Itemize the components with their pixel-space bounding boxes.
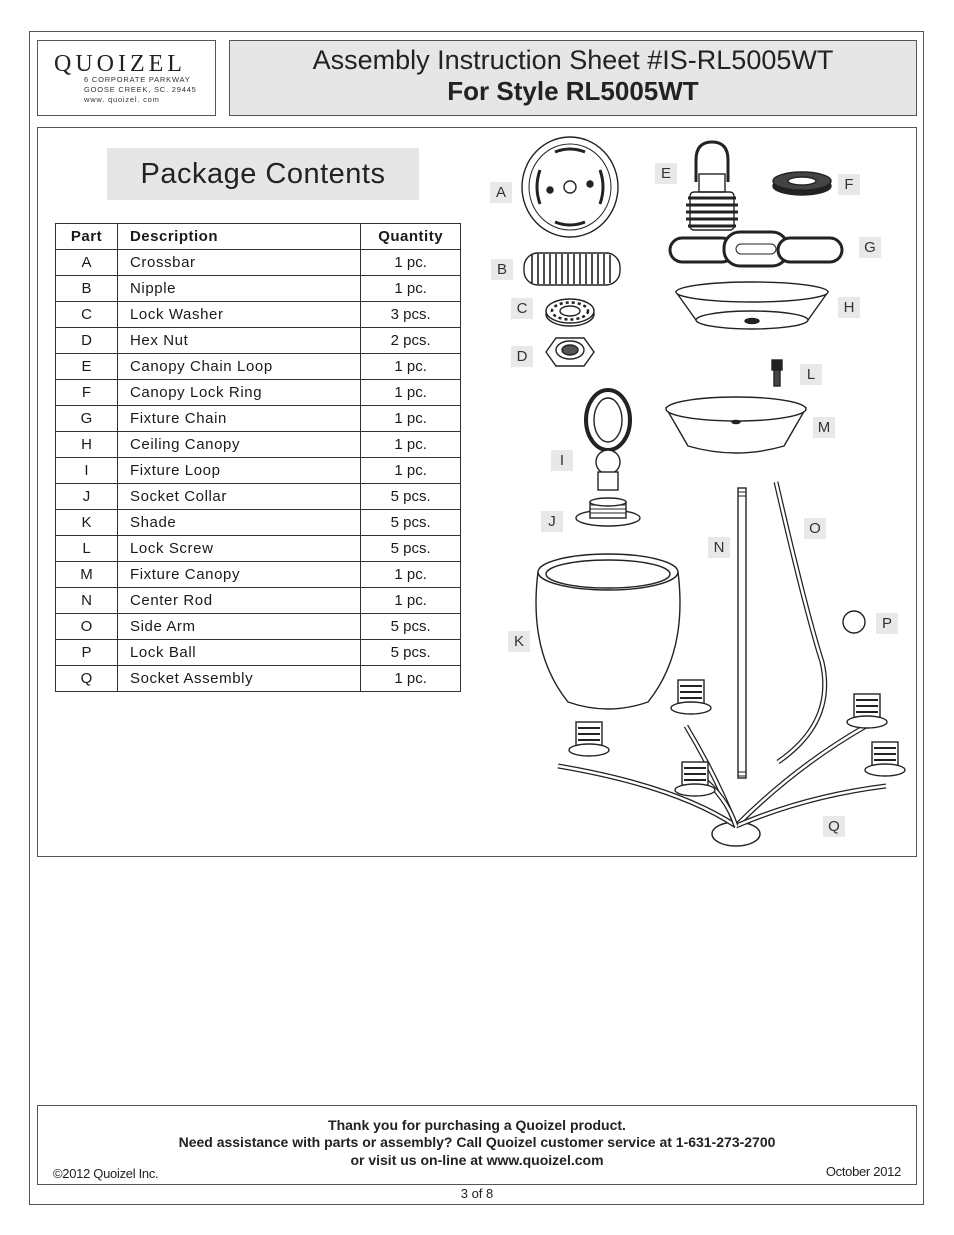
table-row — [56, 588, 461, 614]
col-header-part: Part — [56, 224, 118, 250]
part-quantity-cell: 3 pcs. — [361, 302, 461, 328]
part-letter-cell: K — [56, 510, 118, 536]
illustration-label-p: P — [876, 613, 898, 634]
socket-collar-drawing — [576, 498, 640, 526]
part-letter-cell: G — [56, 406, 118, 432]
table-row — [56, 666, 461, 692]
illustration-label-h: H — [838, 297, 860, 318]
footer-assistance: Need assistance with parts or assembly? Call Quoizel customer service at 1-631-273-2700 — [178, 1134, 776, 1150]
part-letter-cell: J — [56, 484, 118, 510]
part-letter-cell: B — [56, 276, 118, 302]
part-description-cell: Lock Washer — [117, 302, 360, 328]
center-rod-drawing — [738, 488, 746, 778]
part-description-cell: Lock Screw — [117, 536, 360, 562]
table-row — [56, 562, 461, 588]
page-number: 3 of 8 — [460, 1186, 494, 1201]
part-letter-cell: H — [56, 432, 118, 458]
parts-table — [55, 223, 461, 692]
table-row — [56, 484, 461, 510]
table-row — [56, 640, 461, 666]
lock-washer-drawing — [546, 299, 594, 326]
table-row — [56, 328, 461, 354]
col-header-description: Description — [117, 224, 360, 250]
footer-website: or visit us on-line at www.quoizel.com — [350, 1152, 604, 1168]
table-row — [56, 536, 461, 562]
part-letter-cell: O — [56, 614, 118, 640]
parts-illustration — [470, 134, 910, 852]
crossbar-drawing — [522, 137, 618, 237]
logo-website: www. quoizel. com — [84, 95, 160, 104]
part-description-cell: Lock Ball — [117, 640, 360, 666]
part-quantity-cell: 5 pcs. — [361, 640, 461, 666]
table-row — [56, 614, 461, 640]
part-description-cell: Fixture Canopy — [117, 562, 360, 588]
part-quantity-cell: 1 pc. — [361, 406, 461, 432]
part-description-cell: Nipple — [117, 276, 360, 302]
table-row — [56, 432, 461, 458]
table-row — [56, 302, 461, 328]
canopy-chain-loop-drawing — [686, 142, 738, 230]
illustration-label-o: O — [804, 518, 826, 539]
part-letter-cell: C — [56, 302, 118, 328]
copyright: ©2012 Quoizel Inc. — [53, 1166, 159, 1181]
illustration-label-e: E — [655, 163, 677, 184]
table-row — [56, 458, 461, 484]
part-quantity-cell: 1 pc. — [361, 380, 461, 406]
illustration-label-n: N — [708, 537, 730, 558]
table-row — [56, 510, 461, 536]
logo-address-line-2: GOOSE CREEK, SC. 29445 — [84, 85, 197, 94]
lock-ball-drawing — [843, 611, 865, 633]
table-header-row — [56, 224, 461, 250]
logo-address-line-1: 6 CORPORATE PARKWAY — [84, 75, 191, 84]
part-letter-cell: M — [56, 562, 118, 588]
fixture-loop-drawing — [586, 390, 630, 490]
part-quantity-cell: 1 pc. — [361, 588, 461, 614]
part-description-cell: Side Arm — [117, 614, 360, 640]
illustration-label-m: M — [813, 417, 835, 438]
fixture-canopy-drawing — [666, 397, 806, 453]
part-quantity-cell: 1 pc. — [361, 276, 461, 302]
illustration-label-c: C — [511, 298, 533, 319]
section-heading: Package Contents — [107, 148, 419, 200]
part-letter-cell: L — [56, 536, 118, 562]
part-description-cell: Canopy Chain Loop — [117, 354, 360, 380]
part-quantity-cell: 5 pcs. — [361, 510, 461, 536]
part-quantity-cell: 1 pc. — [361, 666, 461, 692]
company-logo: QUOIZEL — [54, 51, 186, 77]
lock-screw-drawing — [772, 360, 782, 386]
part-description-cell: Hex Nut — [117, 328, 360, 354]
part-letter-cell: P — [56, 640, 118, 666]
part-description-cell: Socket Collar — [117, 484, 360, 510]
illustration-label-k: K — [508, 631, 530, 652]
illustration-label-j: J — [541, 511, 563, 532]
publication-date: October 2012 — [825, 1164, 901, 1179]
table-row — [56, 276, 461, 302]
title-block — [229, 40, 917, 116]
part-quantity-cell: 1 pc. — [361, 458, 461, 484]
footer-thank-you: Thank you for purchasing a Quoizel product. — [328, 1117, 626, 1133]
part-quantity-cell: 1 pc. — [361, 354, 461, 380]
part-quantity-cell: 5 pcs. — [361, 614, 461, 640]
part-letter-cell: E — [56, 354, 118, 380]
part-letter-cell: F — [56, 380, 118, 406]
illustration-label-g: G — [859, 237, 881, 258]
illustration-label-i: I — [551, 450, 573, 471]
company-logo-block — [37, 40, 216, 116]
illustration-label-b: B — [491, 259, 513, 280]
illustration-label-d: D — [511, 346, 533, 367]
illustration-label-q: Q — [823, 816, 845, 837]
part-description-cell: Fixture Chain — [117, 406, 360, 432]
hex-nut-drawing — [546, 338, 594, 366]
illustration-label-a: A — [490, 182, 512, 203]
ceiling-canopy-drawing — [676, 282, 828, 329]
illustration-label-l: L — [800, 364, 822, 385]
fixture-chain-drawing — [670, 232, 842, 266]
part-quantity-cell: 5 pcs. — [361, 484, 461, 510]
part-quantity-cell: 1 pc. — [361, 250, 461, 276]
part-letter-cell: N — [56, 588, 118, 614]
part-letter-cell: D — [56, 328, 118, 354]
table-row — [56, 406, 461, 432]
part-description-cell: Crossbar — [117, 250, 360, 276]
part-quantity-cell: 5 pcs. — [361, 536, 461, 562]
part-letter-cell: I — [56, 458, 118, 484]
part-letter-cell: Q — [56, 666, 118, 692]
illustration-label-f: F — [838, 174, 860, 195]
table-row — [56, 354, 461, 380]
part-letter-cell: A — [56, 250, 118, 276]
part-description-cell: Canopy Lock Ring — [117, 380, 360, 406]
part-description-cell: Socket Assembly — [117, 666, 360, 692]
footer-support-box — [37, 1105, 917, 1185]
shade-drawing — [536, 554, 680, 709]
part-description-cell: Fixture Loop — [117, 458, 360, 484]
part-description-cell: Center Rod — [117, 588, 360, 614]
parts-table-body — [56, 250, 461, 692]
part-quantity-cell: 1 pc. — [361, 562, 461, 588]
nipple-drawing — [524, 253, 620, 285]
table-row — [56, 380, 461, 406]
part-quantity-cell: 1 pc. — [361, 432, 461, 458]
sheet-title: Assembly Instruction Sheet #IS-RL5005WT — [312, 45, 834, 75]
style-subtitle: For Style RL5005WT — [447, 76, 699, 106]
table-row — [56, 250, 461, 276]
part-description-cell: Ceiling Canopy — [117, 432, 360, 458]
col-header-quantity: Quantity — [361, 224, 461, 250]
part-description-cell: Shade — [117, 510, 360, 536]
part-quantity-cell: 2 pcs. — [361, 328, 461, 354]
canopy-lock-ring-drawing — [773, 172, 831, 195]
